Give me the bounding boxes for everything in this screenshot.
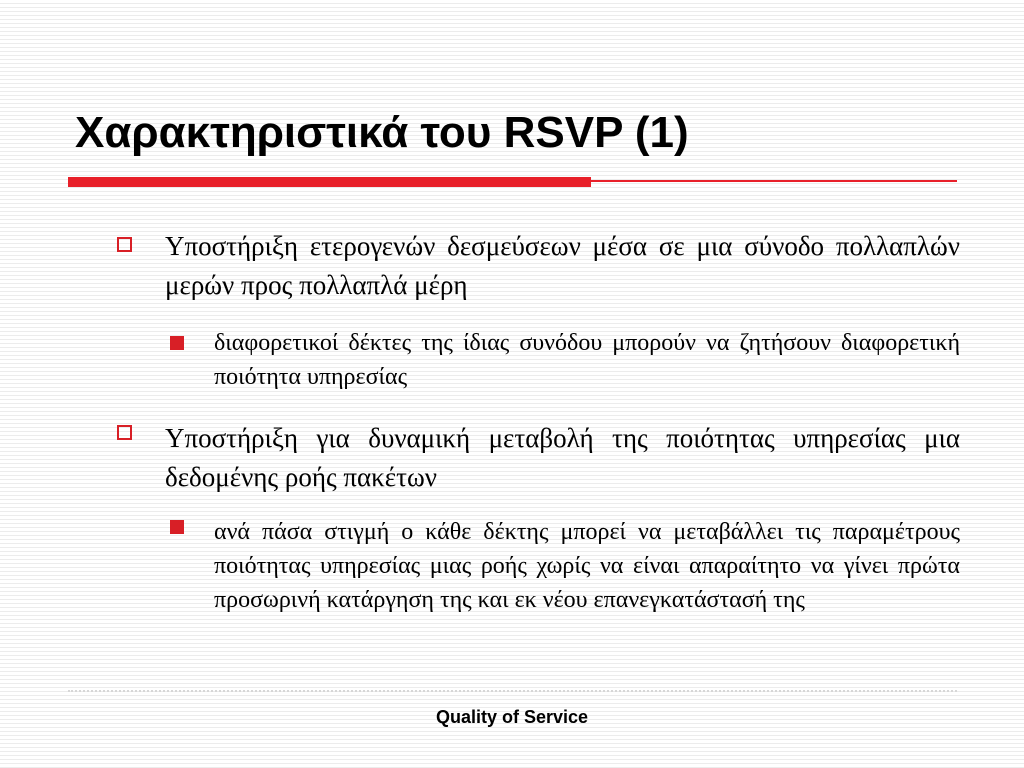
title-underline-thick [68,177,591,187]
hollow-square-icon [117,425,132,440]
slide-title: Χαρακτηριστικά του RSVP (1) [75,108,689,157]
footer-divider [68,690,957,692]
sub-bullet-item: διαφορετικοί δέκτες της ίδιας συνόδου μπορούν να ζητήσουν διαφορετική ποιότητα υπηρεσίας [214,330,960,390]
hollow-square-icon [117,237,132,252]
filled-square-icon [170,520,184,534]
sub-bullet-item: ανά πάσα στιγμή ο κάθε δέκτης μπορεί να μεταβάλλει τις παραμέτρους ποιότητας υπηρεσίας μιας ροής χωρίς να είναι απαραίτητο να γίνει πρώτα προσωρινή κατάργηση της και εκ νέου επανεγκατάστασή της [214,519,960,613]
title-underline-thin [591,180,957,182]
filled-square-icon [170,336,184,350]
bullet-item: Υποστήριξη ετερογενών δεσμεύσεων μέσα σε μια σύνοδο πολλαπλών μερών προς πολλαπλά μέρη [165,231,960,300]
bullet-item: Υποστήριξη για δυναμική μεταβολή της ποιότητας υπηρεσίας μια δεδομένης ροής πακέτων [165,423,960,492]
footer-text: Quality of Service [435,707,589,727]
